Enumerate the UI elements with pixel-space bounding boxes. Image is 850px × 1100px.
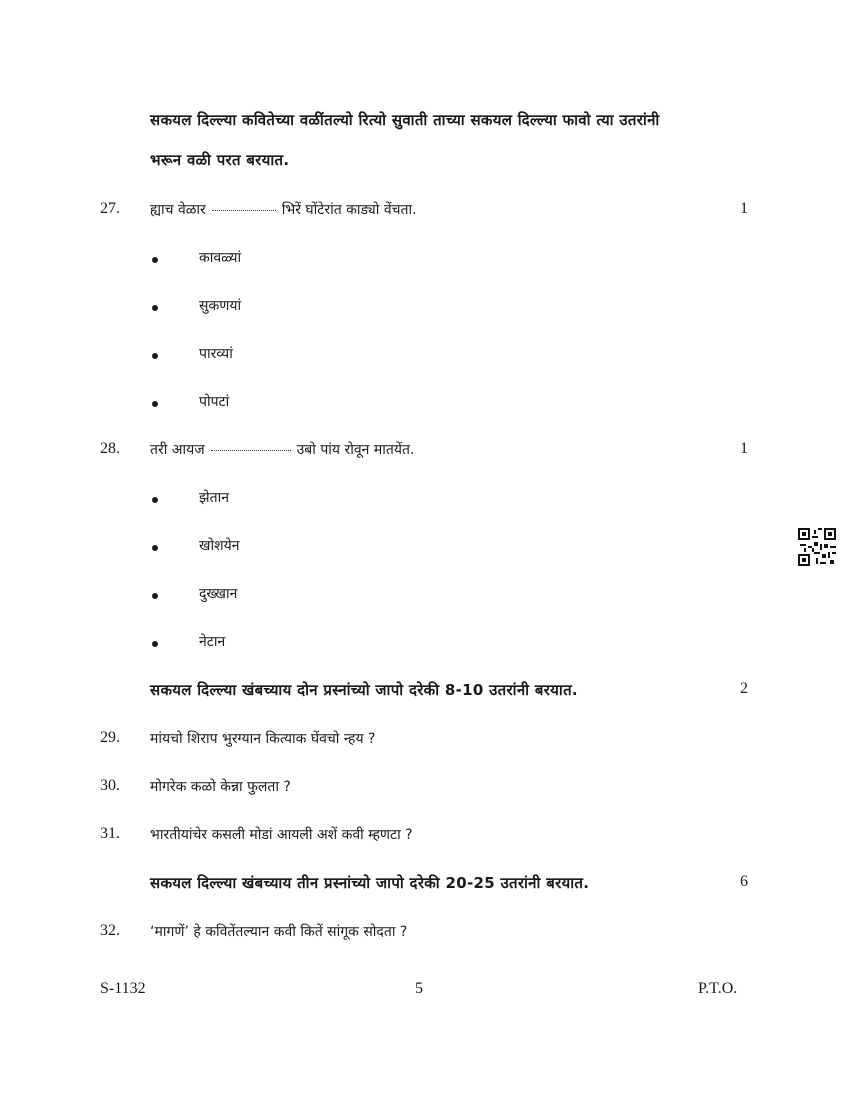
- option-28-3: दुख्खान: [199, 586, 238, 602]
- instruction-three-questions: सकयल दिल्ल्या खंबच्याय तीन प्रस्नांच्यो जापो दरेकी 20-25 उतरांनी बरयात.: [150, 874, 590, 892]
- option-28-4: नेटान: [199, 634, 226, 650]
- bullet-icon: [152, 353, 158, 359]
- marks-27: 1: [740, 200, 748, 217]
- blank-line: [211, 450, 291, 451]
- option-27-1: कावळ्यां: [199, 250, 242, 266]
- question-number-29: 29.: [100, 729, 120, 746]
- question-number-31: 31.: [100, 825, 120, 842]
- question-28-after-blank: उबो पांय रोवून मातयेंत.: [296, 442, 415, 458]
- option-28-2: खोशयेन: [199, 538, 240, 554]
- question-27-after-blank: भिरें घोंटेरांत काड्यो वेंचता.: [281, 202, 417, 218]
- marks-section-two: 2: [740, 680, 748, 697]
- question-27-before-blank: ह्याच वेळार: [150, 202, 206, 218]
- bullet-icon: [152, 545, 158, 551]
- question-text-30: मोगरेक कळो केन्ना फुलता ?: [150, 779, 291, 795]
- please-turn-over: P.T.O.: [698, 980, 738, 997]
- marks-28: 1: [740, 440, 748, 457]
- bullet-icon: [152, 641, 158, 647]
- question-number-30: 30.: [100, 777, 120, 794]
- bullet-icon: [152, 593, 158, 599]
- bullet-icon: [152, 497, 158, 503]
- fill-instruction-line2: भरून वळी परत बरयात.: [150, 151, 290, 169]
- bullet-icon: [152, 401, 158, 407]
- fill-instruction-line1: सकयल दिल्ल्या कवितेच्या वळींतल्यो रित्यो सुवाती ताच्या सकयल दिल्ल्या फावो त्या उतरांनी: [150, 111, 660, 129]
- question-text-31: भारतीयांचेर कसली मोडां आयली अशें कवी म्हणटा ?: [150, 827, 413, 843]
- question-text-28: [150, 440, 414, 459]
- question-text-27: [150, 200, 417, 219]
- page-number: 5: [415, 980, 423, 997]
- option-28-1: झेतान: [199, 490, 229, 506]
- bullet-icon: [152, 305, 158, 311]
- instruction-two-questions: सकयल दिल्ल्या खंबच्याय दोन प्रस्नांच्यो जापो दरेकी 8-10 उतरांनी बरयात.: [150, 681, 578, 699]
- marks-section-three: 6: [740, 873, 748, 890]
- blank-line: [212, 210, 276, 211]
- question-28-before-blank: तरी आयज: [150, 442, 205, 458]
- option-27-2: सुकणयां: [199, 298, 242, 314]
- question-text-32: ‘मागणें’ हे कवितेंतल्यान कवी कितें सांगूक सोदता ?: [150, 924, 408, 940]
- option-27-4: पोपटां: [199, 394, 230, 410]
- question-text-29: मांयचो शिराप भुरग्यान कित्याक घेंवचो न्हय ?: [150, 731, 376, 747]
- option-27-3: पारव्यां: [199, 346, 233, 362]
- question-number-27: 27.: [100, 200, 120, 217]
- paper-code: S-1132: [100, 980, 146, 997]
- bullet-icon: [152, 257, 158, 263]
- question-number-28: 28.: [100, 440, 120, 457]
- qr-code-icon: [798, 528, 836, 566]
- question-number-32: 32.: [100, 922, 120, 939]
